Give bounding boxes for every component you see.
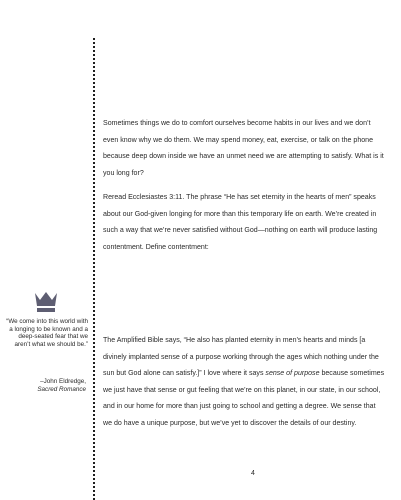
page-number: 4 [251, 470, 255, 477]
paragraph-comfort-habits: Sometimes things we do to comfort ourselves become habits in our lives and we don’t even know why we do them. We may spend money, eat, exercise, or talk on the phone because deep down inside we have an unmet need we are attempting to satisfy. What is it you long for? [103, 120, 384, 177]
dotted-margin-rule [93, 38, 95, 500]
quote-attribution [2, 378, 86, 393]
quote-author: –John Eldredge, [40, 378, 86, 385]
quote-book-title: Sacred Romance [37, 385, 86, 393]
sidebar-quote: “We come into this world with a longing to be known and a deep-seated fear that we aren’t what we should be.” [6, 318, 88, 349]
crown-icon [34, 291, 58, 313]
paragraph-ecclesiastes: Reread Ecclesiastes 3:11. The phrase “He has set eternity in the hearts of men” speaks about our God-given longing for more than this temporary life on earth. We’re created in such a way that we’re never satisfied without God—nothing on earth will produce lasting contentment. Define contentment: [103, 194, 378, 251]
sense-of-purpose-emphasis: sense of purpose [265, 370, 320, 377]
paragraph-amplified-text-end: because sometimes we just have that sense or gut feeling that we’re on this planet, in our state, in our school, and in our home for more than just going to school and getting a degree. We sense that we do have a unique purpose, but we’ve yet to discover the details of our destiny. [103, 370, 385, 427]
paragraph-amplified-bible [103, 333, 386, 432]
paragraph-amplified-text-start: The Amplified Bible says, “He also has planted eternity in men’s hearts and minds [a divinely implanted sense of a purpose working through the ages which nothing under the sun but God alone can satisfy.]” I love where it says [103, 337, 379, 377]
